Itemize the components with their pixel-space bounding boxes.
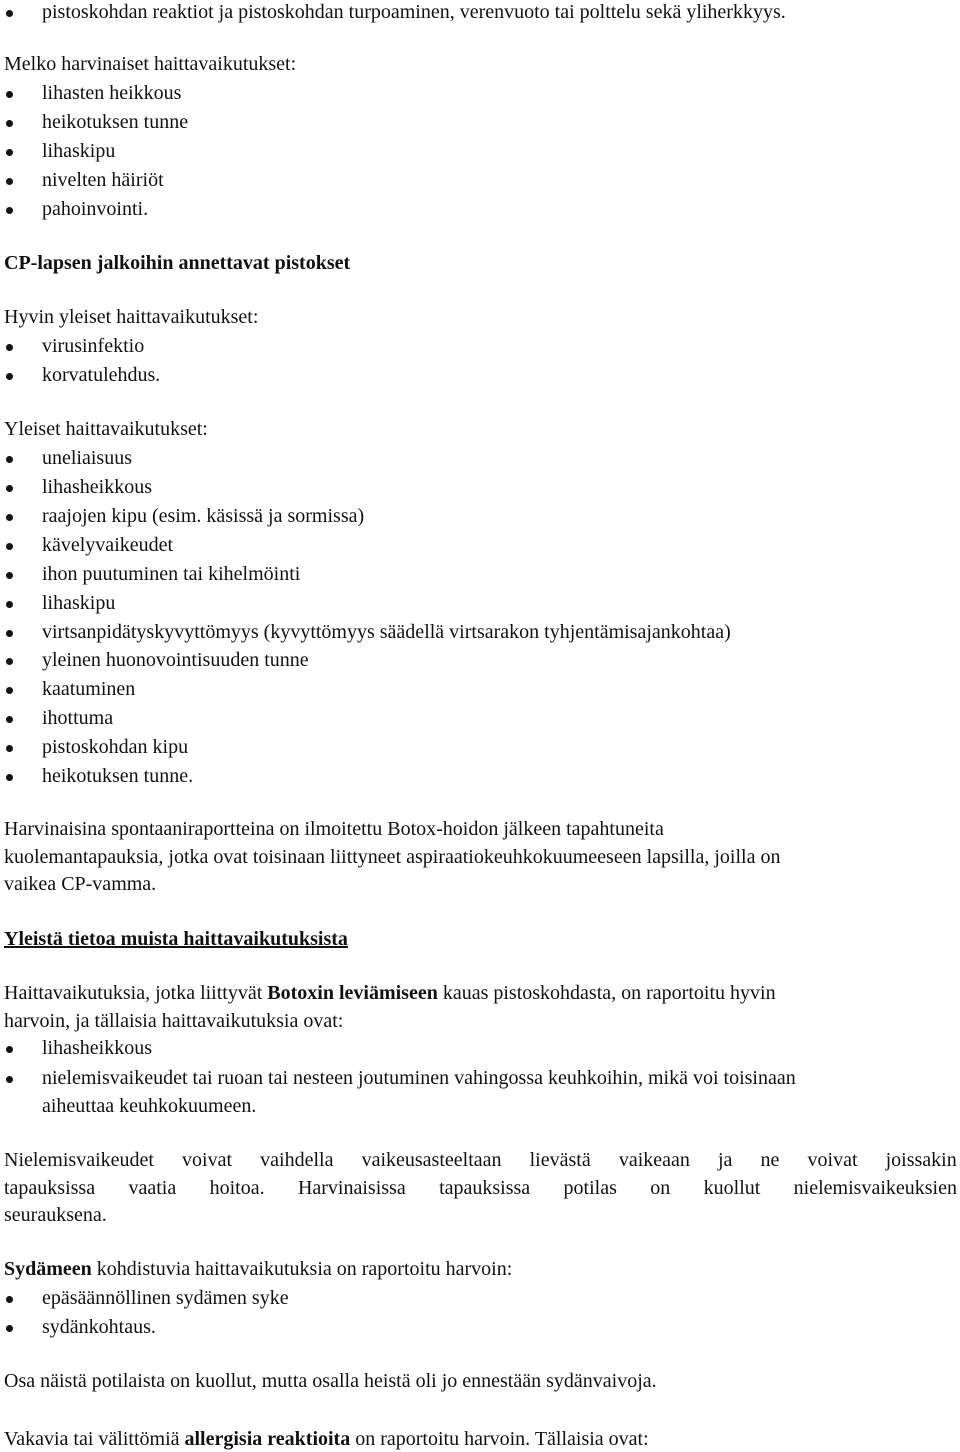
bullet-icon — [6, 1325, 13, 1332]
list-item: epäsäännöllinen sydämen syke — [42, 1287, 289, 1309]
list-item: kaatuminen — [42, 678, 136, 700]
list-item: heikotuksen tunne. — [42, 765, 194, 787]
bullet-icon — [6, 572, 13, 579]
paragraph-line: harvoin, ja tällaisia haittavaikutuksia ovat: — [4, 1010, 344, 1032]
bold-text: allergisia reaktioita — [184, 1428, 351, 1450]
bold-text: Botoxin leviämiseen — [267, 982, 438, 1004]
bullet-icon — [6, 149, 13, 156]
text-run: on raportoitu harvoin. Tällaisia ovat: — [350, 1428, 649, 1450]
bullet-icon — [6, 1046, 13, 1053]
section-title: Yleistä tietoa muista haittavaikutuksista — [4, 928, 348, 950]
bullet-icon — [6, 1296, 13, 1303]
list-item: lihaskipu — [42, 592, 116, 614]
list-item: uneliaisuus — [42, 447, 132, 469]
list-item: virtsanpidätyskyvyttömyys (kyvyttömyys säädellä virtsarakon tyhjentämisajankohtaa) — [42, 621, 731, 643]
list-item: pahoinvointi. — [42, 198, 149, 220]
paragraph-line: kuolemantapauksia, jotka ovat toisinaan liittyneet aspiraatiokeuhkokuumeeseen lapsilla, joilla on — [4, 846, 781, 868]
paragraph-line: vaikea CP-vamma. — [4, 873, 157, 895]
text-run: Haittavaikutuksia, jotka liittyvät — [4, 982, 268, 1004]
list-item: nielemisvaikeudet tai ruoan tai nesteen joutuminen vahingossa keuhkoihin, mikä voi toisinaan — [42, 1067, 796, 1089]
paragraph-line — [4, 981, 776, 1005]
bullet-icon — [6, 687, 13, 694]
list-item: heikotuksen tunne — [42, 111, 189, 133]
list-item: kävelyvaikeudet — [42, 534, 174, 556]
section-heading: Yleiset haittavaikutukset: — [4, 418, 208, 440]
list-item: lihasten heikkous — [42, 82, 182, 104]
bullet-icon — [6, 774, 13, 781]
bullet-icon — [6, 716, 13, 723]
paragraph-line: Nielemisvaikeudet voivat vaihdella vaikeusasteeltaan lievästä vaikeaan ja ne voivat joissakin — [4, 1149, 957, 1171]
list-item: korvatulehdus. — [42, 364, 161, 386]
bullet-icon — [6, 543, 13, 550]
bullet-icon — [6, 514, 13, 521]
paragraph-line: Osa näistä potilaista on kuollut, mutta osalla heistä oli jo ennestään sydänvaivoja. — [4, 1370, 657, 1392]
bullet-icon — [6, 485, 13, 492]
bullet-icon — [6, 658, 13, 665]
list-item: raajojen kipu (esim. käsissä ja sormissa) — [42, 505, 365, 527]
list-item: pistoskohdan kipu — [42, 736, 189, 758]
bullet-icon — [6, 745, 13, 752]
bullet-icon — [6, 373, 13, 380]
bullet-icon — [6, 344, 13, 351]
list-item: virusinfektio — [42, 335, 145, 357]
bold-text: Sydämeen — [4, 1258, 92, 1280]
bullet-icon — [6, 207, 13, 214]
text-run: Vakavia tai välittömiä — [4, 1428, 185, 1450]
section-heading: Hyvin yleiset haittavaikutukset: — [4, 306, 259, 328]
list-item: lihaskipu — [42, 140, 116, 162]
bullet-icon — [6, 178, 13, 185]
list-item: ihon puutuminen tai kihelmöinti — [42, 563, 301, 585]
bullet-icon — [6, 10, 13, 17]
paragraph-line: tapauksissa vaatia hoitoa. Harvinaisissa tapauksissa potilas on kuollut nielemisvaikeuksien — [4, 1177, 957, 1199]
list-item: pistoskohdan reaktiot ja pistoskohdan turpoaminen, verenvuoto tai polttelu sekä yliherkkyys. — [42, 1, 786, 23]
list-item: ihottuma — [42, 707, 114, 729]
bullet-icon — [6, 601, 13, 608]
list-item: sydänkohtaus. — [42, 1316, 156, 1338]
paragraph-line — [4, 1427, 649, 1451]
bullet-icon — [6, 456, 13, 463]
paragraph-line — [4, 1257, 512, 1281]
text-run: kohdistuvia haittavaikutuksia on raportoitu harvoin: — [91, 1258, 513, 1280]
bullet-icon — [6, 630, 13, 637]
paragraph-line: seurauksena. — [4, 1204, 107, 1226]
paragraph-line: Harvinaisina spontaaniraportteina on ilmoitettu Botox-hoidon jälkeen tapahtuneita — [4, 818, 664, 840]
list-item-continuation: aiheuttaa keuhkokuumeen. — [42, 1095, 257, 1117]
bullet-icon — [6, 1076, 13, 1083]
section-title: CP-lapsen jalkoihin annettavat pistokset — [4, 252, 351, 274]
section-heading: Melko harvinaiset haittavaikutukset: — [4, 53, 297, 75]
list-item: lihasheikkous — [42, 476, 152, 498]
bullet-icon — [6, 120, 13, 127]
list-item: lihasheikkous — [42, 1037, 152, 1059]
text-run: kauas pistoskohdasta, on raportoitu hyvin — [437, 982, 776, 1004]
list-item: yleinen huonovointisuuden tunne — [42, 649, 309, 671]
bullet-icon — [6, 91, 13, 98]
list-item: nivelten häiriöt — [42, 169, 164, 191]
